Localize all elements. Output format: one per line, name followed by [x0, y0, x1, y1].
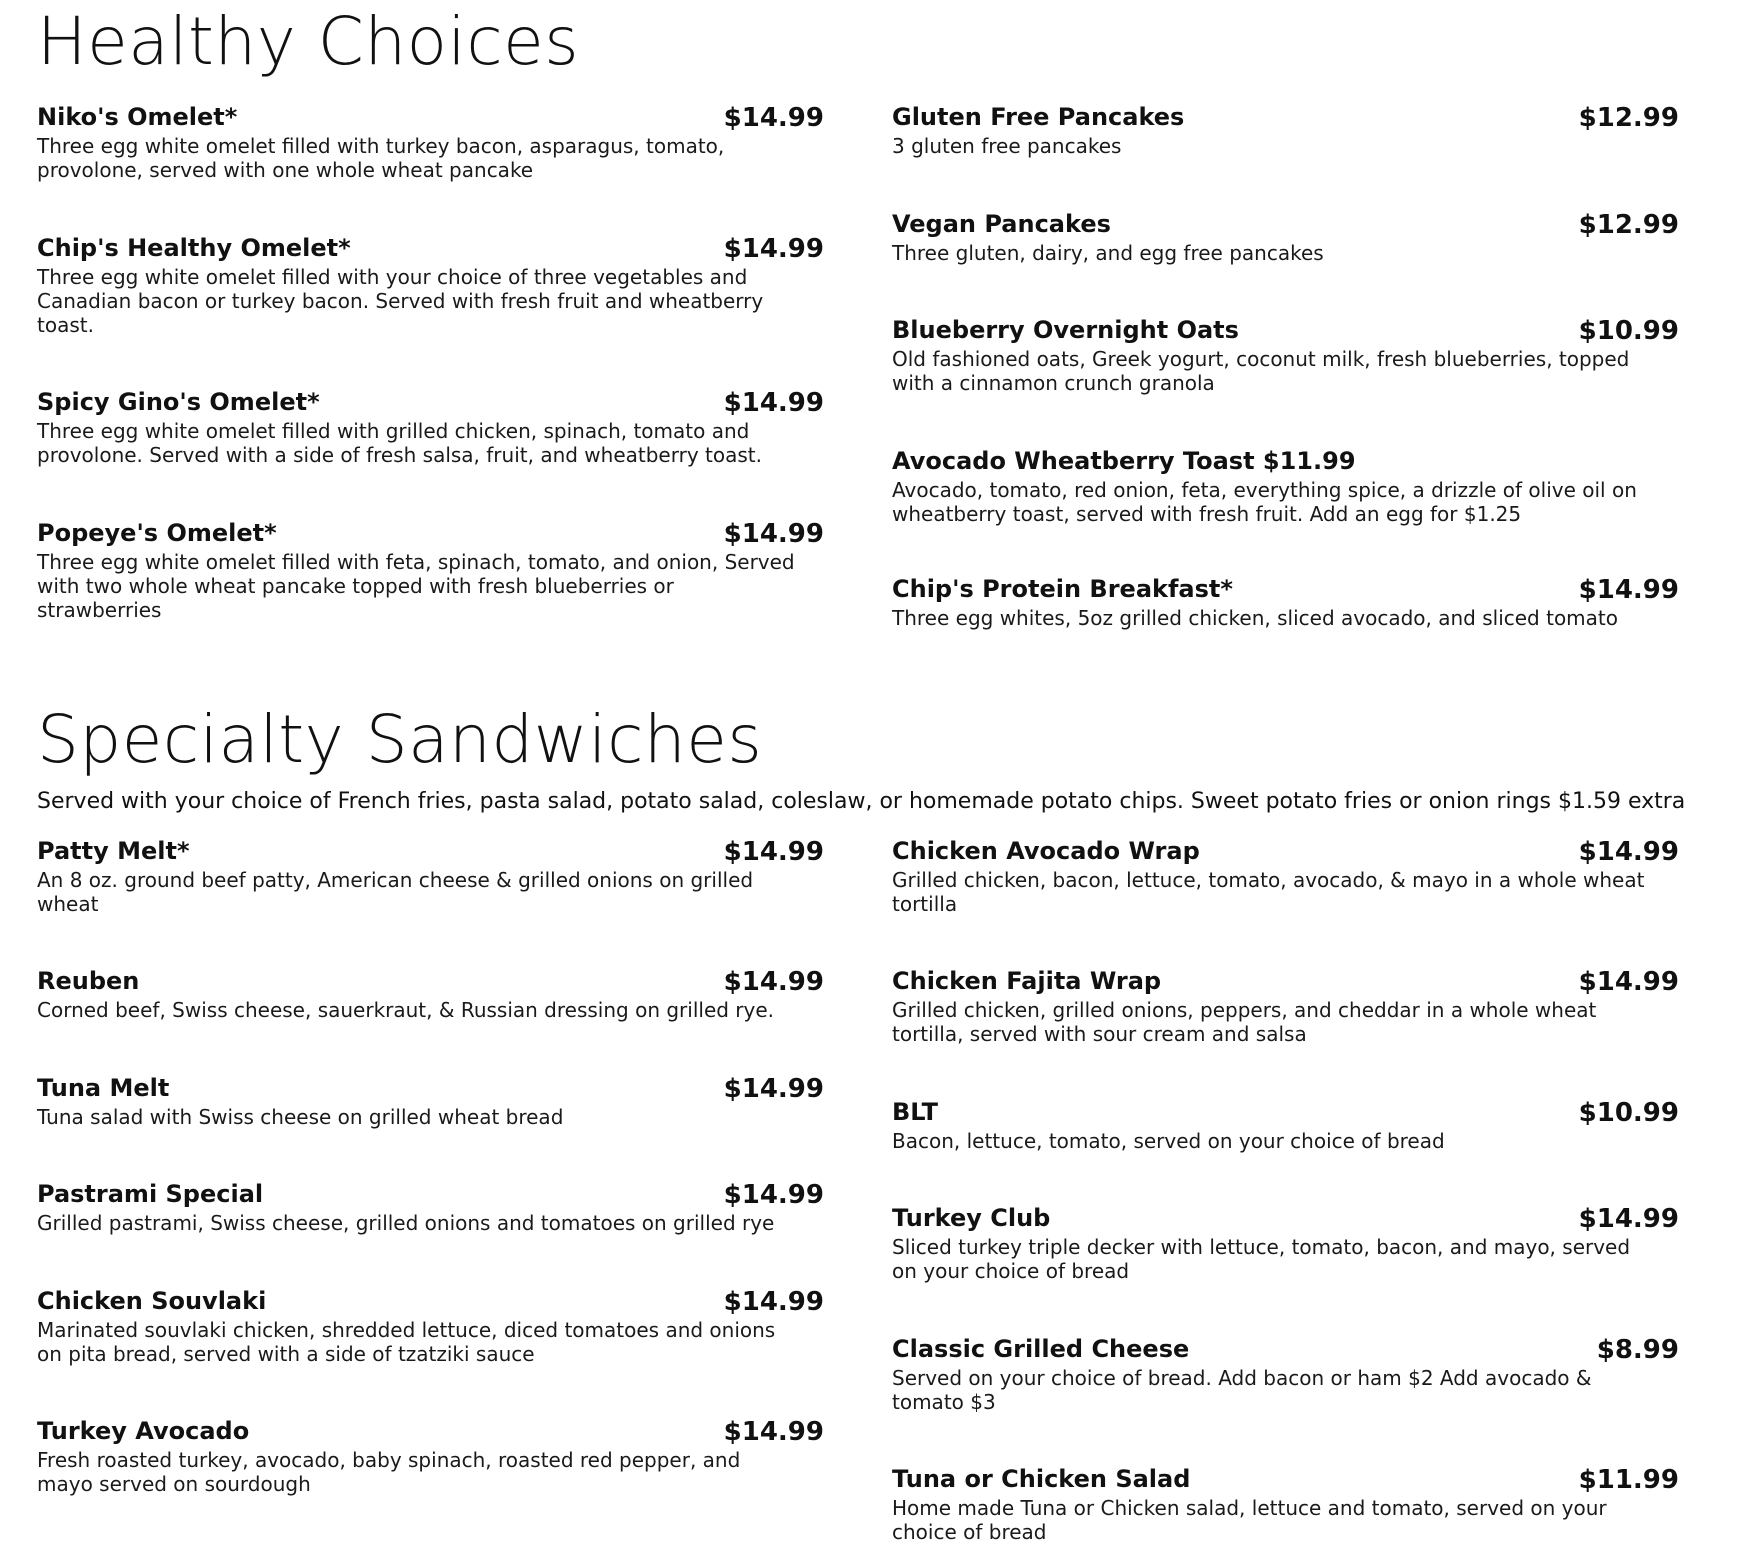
- item-price: $10.99: [1578, 1098, 1679, 1128]
- item-name: Turkey Avocado: [37, 1417, 250, 1445]
- item-description: Three gluten, dairy, and egg free pancakes: [892, 241, 1324, 265]
- menu-item: [37, 834, 824, 916]
- item-description: Sliced turkey triple decker with lettuce, tomato, bacon, and mayo, served on your choice of bread: [892, 1235, 1631, 1283]
- item-description: Corned beef, Swiss cheese, sauerkraut, & Russian dressing on grilled rye.: [37, 998, 775, 1022]
- item-description: Three egg white omelet filled with your choice of three vegetables and Canadian bacon or turkey bacon. Served with fresh fruit and wheatberry toast.: [37, 265, 764, 337]
- item-name: Chip's Healthy Omelet*: [37, 234, 351, 262]
- menu-item: [37, 1284, 824, 1366]
- item-name: Pastrami Special: [37, 1180, 264, 1208]
- item-name: Turkey Club: [892, 1204, 1051, 1232]
- item-name: Niko's Omelet*: [37, 103, 238, 131]
- item-price: $10.99: [1578, 316, 1679, 346]
- specialty-sandwiches-section: [37, 700, 1697, 816]
- item-description: Tuna salad with Swiss cheese on grilled wheat bread: [37, 1105, 564, 1129]
- item-name: BLT: [892, 1098, 938, 1126]
- menu-item: [37, 516, 824, 622]
- item-name: Spicy Gino's Omelet*: [37, 388, 320, 416]
- item-name: Classic Grilled Cheese: [892, 1335, 1190, 1363]
- item-name: Gluten Free Pancakes: [892, 103, 1185, 131]
- item-price: $14.99: [723, 1180, 824, 1210]
- menu-item: [892, 1462, 1679, 1544]
- item-price: $14.99: [723, 388, 824, 418]
- item-description: Marinated souvlaki chicken, shredded lettuce, diced tomatoes and onions on pita bread, served with a side of tzatziki sauce: [37, 1318, 776, 1366]
- menu-item: [892, 1332, 1679, 1414]
- menu-item: [892, 572, 1679, 630]
- section-title: Specialty Sandwiches: [37, 701, 763, 778]
- item-description: Fresh roasted turkey, avocado, baby spinach, roasted red pepper, and mayo served on sourdough: [37, 1448, 741, 1496]
- item-description: Three egg white omelet filled with feta, spinach, tomato, and onion, Served with two whole wheat pancake topped with fresh blueberries or strawberries: [37, 550, 795, 622]
- item-description: Avocado, tomato, red onion, feta, everything spice, a drizzle of olive oil on wheatberry toast, served with fresh fruit. Add an egg for $1.25: [892, 478, 1637, 526]
- item-description: Grilled chicken, bacon, lettuce, tomato, avocado, & mayo in a whole wheat tortilla: [892, 868, 1645, 916]
- item-description: Three egg white omelet filled with turkey bacon, asparagus, tomato, provolone, served with one whole wheat pancake: [37, 134, 725, 182]
- item-description: Home made Tuna or Chicken salad, lettuce and tomato, served on your choice of bread: [892, 1496, 1607, 1544]
- section-title: Healthy Choices: [37, 3, 580, 80]
- item-description: Grilled pastrami, Swiss cheese, grilled onions and tomatoes on grilled rye: [37, 1211, 775, 1235]
- menu-item: [892, 313, 1679, 395]
- item-description: Old fashioned oats, Greek yogurt, coconut milk, fresh blueberries, topped with a cinnamon crunch granola: [892, 347, 1630, 395]
- item-name: Tuna Melt: [37, 1074, 170, 1102]
- menu-item: [892, 1201, 1679, 1283]
- menu-item: [37, 231, 824, 337]
- menu-item: [37, 100, 824, 182]
- item-price: $8.99: [1596, 1335, 1679, 1365]
- item-price: $14.99: [723, 967, 824, 997]
- item-price: $14.99: [723, 234, 824, 264]
- item-description: Bacon, lettuce, tomato, served on your choice of bread: [892, 1129, 1445, 1153]
- item-name: Chicken Souvlaki: [37, 1287, 267, 1315]
- menu-item: [37, 1177, 824, 1235]
- item-price: $14.99: [1578, 575, 1679, 605]
- menu-item: [37, 1414, 824, 1496]
- menu-item: [892, 207, 1679, 265]
- item-description: Served on your choice of bread. Add bacon or ham $2 Add avocado & tomato $3: [892, 1366, 1592, 1414]
- item-price: $14.99: [1578, 837, 1679, 867]
- item-price: $11.99: [1578, 1465, 1679, 1495]
- item-price: $12.99: [1578, 103, 1679, 133]
- healthy-choices-section: [37, 2, 1697, 82]
- item-name: Patty Melt*: [37, 837, 190, 865]
- menu-item: [892, 1095, 1679, 1153]
- item-name: Tuna or Chicken Salad: [892, 1465, 1191, 1493]
- item-price: $14.99: [723, 837, 824, 867]
- section-note: Served with your choice of French fries, pasta salad, potato salad, coleslaw, or homemade potato chips. Sweet potato fries or onion rings $1.59 extra: [37, 789, 1686, 814]
- item-name: Chip's Protein Breakfast*: [892, 575, 1233, 603]
- item-price: $14.99: [723, 1287, 824, 1317]
- item-price: $14.99: [723, 1417, 824, 1447]
- item-price: $14.99: [1578, 1204, 1679, 1234]
- item-name: Chicken Avocado Wrap: [892, 837, 1200, 865]
- item-name: Popeye's Omelet*: [37, 519, 277, 547]
- item-price: $14.99: [723, 103, 824, 133]
- item-description: An 8 oz. ground beef patty, American cheese & grilled onions on grilled wheat: [37, 868, 754, 916]
- menu-item: [892, 100, 1679, 158]
- item-name: Vegan Pancakes: [892, 210, 1111, 238]
- item-name: Avocado Wheatberry Toast $11.99: [892, 447, 1356, 475]
- menu-item: [892, 964, 1679, 1046]
- item-description: Grilled chicken, grilled onions, peppers, and cheddar in a whole wheat tortilla, served with sour cream and salsa: [892, 998, 1597, 1046]
- item-description: Three egg white omelet filled with grilled chicken, spinach, tomato and provolone. Served with a side of fresh salsa, fruit, and wheatberry toast.: [37, 419, 762, 467]
- item-price: $12.99: [1578, 210, 1679, 240]
- item-name: Chicken Fajita Wrap: [892, 967, 1162, 995]
- menu-item: [37, 964, 824, 1022]
- item-description: Three egg whites, 5oz grilled chicken, sliced avocado, and sliced tomato: [892, 606, 1618, 630]
- menu-item: [37, 1071, 824, 1129]
- item-price: $14.99: [723, 1074, 824, 1104]
- item-name: Reuben: [37, 967, 140, 995]
- item-name: Blueberry Overnight Oats: [892, 316, 1239, 344]
- menu-item: [892, 834, 1679, 916]
- item-price: $14.99: [1578, 967, 1679, 997]
- item-description: 3 gluten free pancakes: [892, 134, 1122, 158]
- menu-item: [37, 385, 824, 467]
- menu-item: [892, 444, 1679, 526]
- item-price: $14.99: [723, 519, 824, 549]
